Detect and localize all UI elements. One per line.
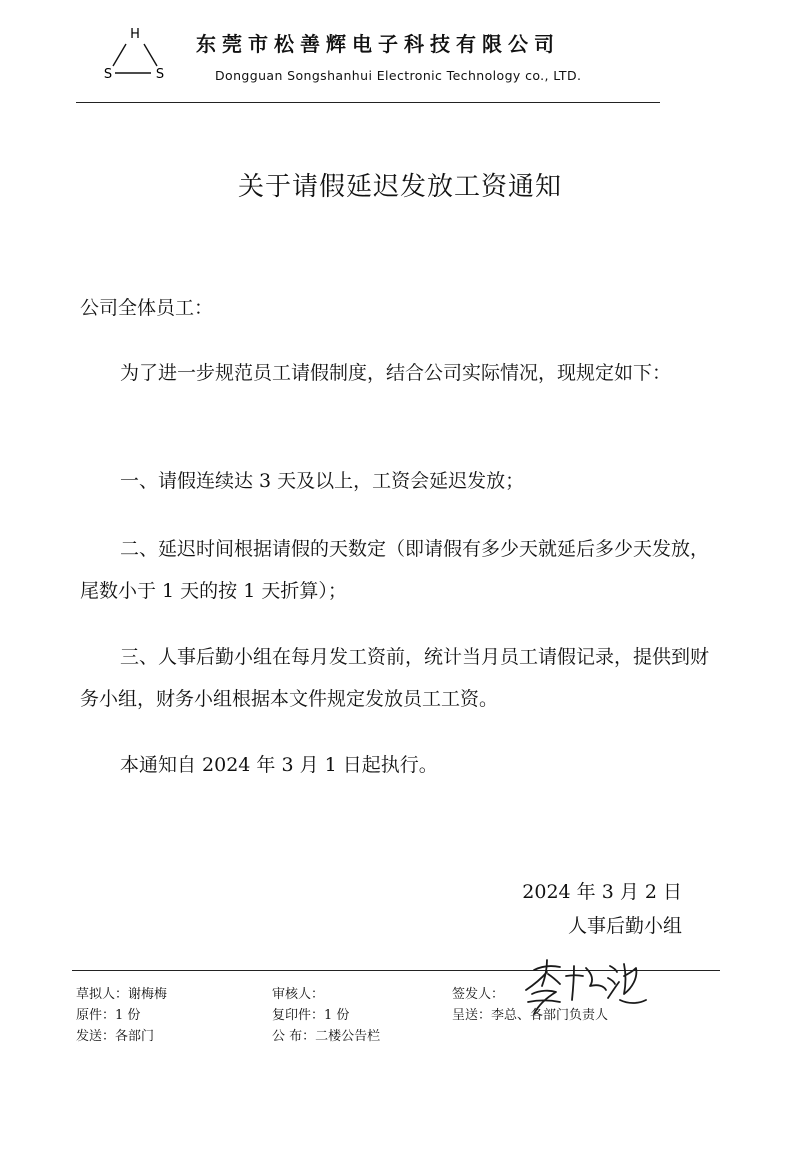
footer-submit-to: 呈送：李总、各部门负责人 — [452, 1008, 609, 1023]
rule-item-1: 一、请假连续达 3 天及以上，工资会延迟发放； — [120, 470, 525, 492]
handwritten-signature — [520, 956, 650, 1018]
signoff-date: 2024 年 3 月 2 日 — [522, 881, 682, 903]
salutation: 公司全体员工： — [80, 297, 214, 319]
footer-reviewer: 审核人： — [272, 987, 325, 1002]
header-divider — [76, 102, 660, 103]
logo-letter-h: H — [130, 27, 140, 42]
rule-item-3: 三、人事后勤小组在每月发工资前，统计当月员工请假记录，提供到财务小组，财务小组根据本文件规定发放员工工资。 — [80, 646, 710, 710]
company-name-english: Dongguan Songshanhui Electronic Technology co., LTD. — [215, 68, 582, 83]
logo-letter-s-right: S — [155, 67, 165, 82]
footer-send-to: 发送：各部门 — [76, 1029, 155, 1044]
logo-right-line — [144, 44, 157, 66]
document-title: 关于请假延迟发放工资通知 — [237, 172, 562, 202]
signoff-department: 人事后勤小组 — [567, 915, 682, 937]
footer-row-3 — [76, 1026, 726, 1047]
effective-date-paragraph: 本通知自 2024 年 3 月 1 日起执行。 — [120, 754, 438, 776]
logo-letter-s-left: S — [103, 67, 113, 82]
footer-copy-count: 复印件：1 份 — [272, 1008, 350, 1023]
company-logo — [96, 22, 176, 86]
logo-left-line — [113, 44, 126, 66]
footer-original-count: 原件：1 份 — [76, 1008, 141, 1023]
footer-drafter: 草拟人：谢梅梅 — [76, 987, 168, 1002]
intro-paragraph: 为了进一步规范员工请假制度，结合公司实际情况，现规定如下： — [120, 362, 672, 384]
footer-publish: 公 布：二楼公告栏 — [272, 1029, 381, 1044]
rule-item-2: 二、延迟时间根据请假的天数定（即请假有多少天就延后多少天发放，尾数小于 1 天的按 1 天折算）； — [80, 538, 710, 602]
company-name-chinese: 东莞市松善辉电子科技有限公司 — [196, 32, 560, 56]
footer-issuer: 签发人： — [452, 987, 505, 1002]
